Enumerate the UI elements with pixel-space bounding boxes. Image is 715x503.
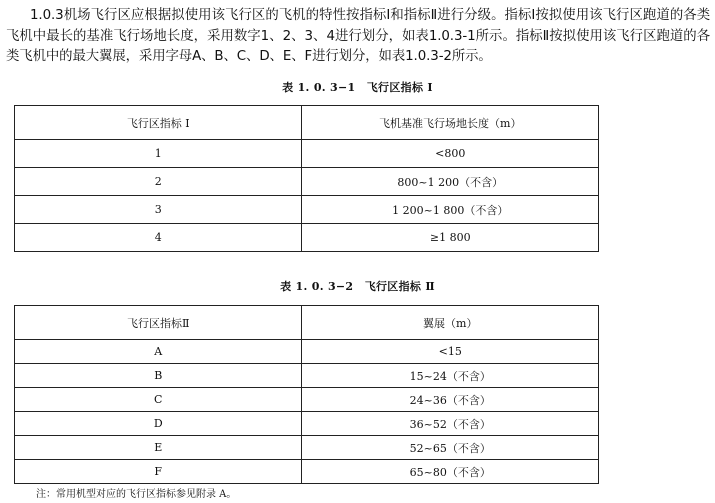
table1-header-code: 飞行区指标 Ⅰ	[15, 106, 302, 140]
table-row	[15, 436, 599, 460]
table2-header-row	[15, 306, 599, 340]
table2-cell-code: D	[15, 412, 302, 436]
table1-aerodrome-code-number	[14, 105, 599, 252]
table-row	[15, 412, 599, 436]
footnote: 注：常用机型对应的飞行区指标参见附录 A。	[36, 489, 237, 500]
table2-cell-wingspan: 24~36（不含）	[302, 388, 599, 412]
table2-cell-wingspan: 15~24（不含）	[302, 364, 599, 388]
table1-cell-code: 4	[15, 224, 302, 252]
table1-cell-code: 3	[15, 196, 302, 224]
table-row	[15, 196, 599, 224]
table1-cell-length: 800~1 200（不含）	[302, 168, 599, 196]
table2-cell-code: C	[15, 388, 302, 412]
table2-cell-code: F	[15, 460, 302, 484]
table2-cell-wingspan: <15	[302, 340, 599, 364]
table2-cell-code: E	[15, 436, 302, 460]
table2-cell-code: A	[15, 340, 302, 364]
table2-cell-wingspan: 52~65（不含）	[302, 436, 599, 460]
table-row	[15, 224, 599, 252]
table1-header-length: 飞机基准飞行场地长度（m）	[302, 106, 599, 140]
table2-header-code: 飞行区指标Ⅱ	[15, 306, 302, 340]
intro-paragraph: 1.0.3机场飞行区应根据拟使用该飞行区的飞机的特性按指标I和指标Ⅱ进行分级。指标I按拟使用该飞行区跑道的各类飞机中最长的基准飞行场地长度，采用数字1、2、3、4进行划分，如表1.0.3-1所示。指标Ⅱ按拟使用该飞行区跑道的各类飞机中的最大翼展，采用字母A、B、C、D、E、F进行划分，如表1.0.3-2所示。	[6, 8, 710, 64]
table-row	[15, 460, 599, 484]
table-row	[15, 168, 599, 196]
table2-header-wingspan: 翼展（m）	[302, 306, 599, 340]
table1-cell-length: <800	[302, 140, 599, 168]
table-row	[15, 388, 599, 412]
table1-cell-length: ≥1 800	[302, 224, 599, 252]
table1-cell-length: 1 200~1 800（不含）	[302, 196, 599, 224]
table2-cell-code: B	[15, 364, 302, 388]
table2-aerodrome-code-letter	[14, 305, 599, 484]
table2-cell-wingspan: 65~80（不含）	[302, 460, 599, 484]
table2-cell-wingspan: 36~52（不含）	[302, 412, 599, 436]
table1-cell-code: 1	[15, 140, 302, 168]
table-row	[15, 140, 599, 168]
table1-caption: 表 1. 0. 3−1 飞行区指标 Ⅰ	[282, 81, 433, 94]
table-row	[15, 340, 599, 364]
table1-cell-code: 2	[15, 168, 302, 196]
table-row	[15, 364, 599, 388]
table2-caption: 表 1. 0. 3−2 飞行区指标 Ⅱ	[280, 280, 435, 293]
table1-header-row	[15, 106, 599, 140]
